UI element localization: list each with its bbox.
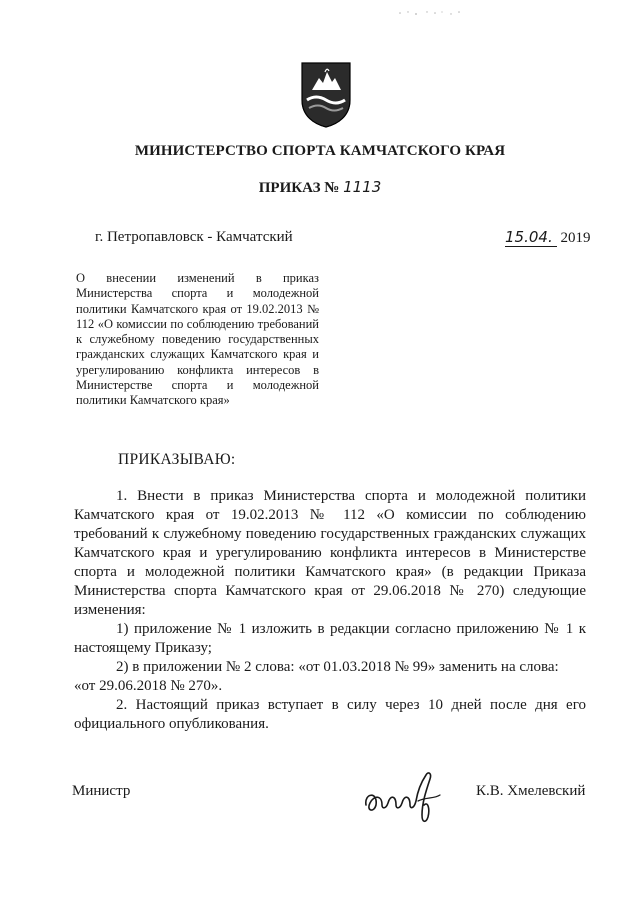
city: г. Петропавловск - Камчатский: [95, 229, 293, 245]
order-label: ПРИКАЗ №: [258, 180, 340, 196]
signer-position: Министр: [72, 783, 131, 799]
order-date-year: 2019: [560, 230, 591, 246]
orders-heading: ПРИКАЗЫВАЮ:: [118, 451, 236, 468]
paragraph-2: 2. Настоящий приказ вступает в силу через 10 дней после дня его официального опубликования.: [74, 697, 586, 732]
order-number: 1113: [343, 178, 382, 196]
scan-artifact: [396, 8, 466, 18]
order-date-day-month: 15.04.: [505, 229, 557, 247]
ministry-title: МИНИСТЕРСТВО СПОРТА КАМЧАТСКОГО КРАЯ: [134, 143, 506, 159]
order-heading: [0, 178, 640, 197]
coat-of-arms-icon: [298, 60, 354, 128]
order-date: [505, 229, 590, 247]
order-subject: О внесении изменений в приказ Министерства спорта и молодежной политики Камчатского края от 19.02.2013 № 112 «О комиссии по соблюдению требований к служебному поведению государственных гражданских служащих Камчатского края и урегулированию конфликта интересов в Министерстве спорта и молодежной политики Камчатского края»: [76, 271, 319, 408]
paragraph-1: 1. Внести в приказ Министерства спорта и молодежной политики Камчатского края от 19.02.2013 № 112 «О комиссии по соблюдению требований к служебному поведению государственных гражданских служащих Камчатского края и урегулированию конфликта интересов в Министерстве спорта и молодежной политики Камчатского края» (в редакции Приказа Министерства спорта Камчатского края от 29.06.2018 № 270) следующие изменения:: [74, 488, 586, 618]
signer-name: К.В. Хмелевский: [476, 783, 586, 799]
paragraph-1-item-2-cont: «от 29.06.2018 № 270».: [74, 678, 223, 694]
paragraph-1-item-1: 1) приложение № 1 изложить в редакции согласно приложению № 1 к настоящему Приказу;: [74, 621, 586, 656]
paragraph-1-item-2: 2) в приложении № 2 слова: «от 01.03.2018 № 99» заменить на слова:: [116, 659, 559, 675]
order-body: [74, 487, 586, 734]
handwritten-signature-icon: [360, 765, 450, 827]
